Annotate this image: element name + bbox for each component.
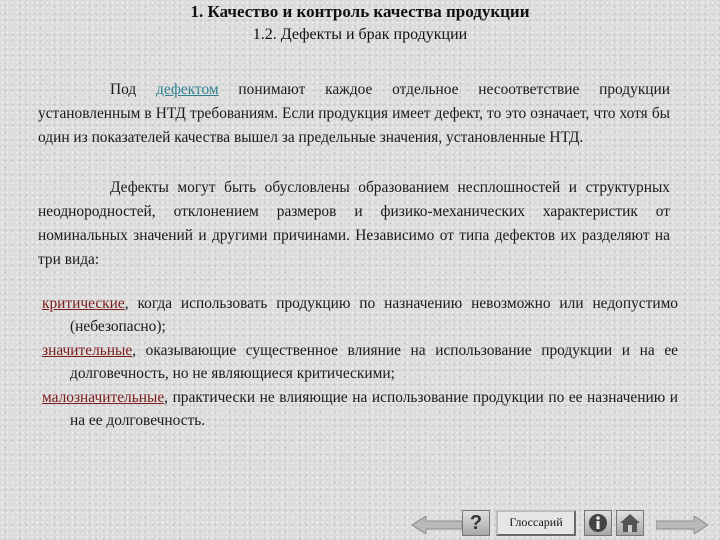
arrow-left-icon[interactable] <box>412 516 462 534</box>
list-item-text: , когда использовать продукцию по назначению невозможно или недопустимо (небезопасно); <box>70 295 678 335</box>
definition-text-start: Под <box>110 81 157 98</box>
term-minor-link[interactable]: малозначительные <box>42 389 165 406</box>
page-title: 1. Качество и контроль качества продукции <box>190 2 530 21</box>
info-icon <box>585 511 611 535</box>
list-item-significant <box>42 339 678 385</box>
home-button[interactable] <box>616 510 644 536</box>
defect-link[interactable]: дефектом <box>156 81 219 98</box>
definition-paragraph <box>38 78 670 150</box>
info-button[interactable] <box>584 510 612 536</box>
list-item-minor <box>42 386 678 432</box>
causes-text: Дефекты могут быть обусловлены образованием несплошностей и структурных неоднородностей, отклонением размеров и физико-механических характеристик от номинальных значений и другими причинами. Независимо от типа дефектов их разделяют на три вида: <box>38 179 670 268</box>
term-critical-link[interactable]: критические <box>42 295 125 312</box>
help-button[interactable] <box>462 510 490 536</box>
arrow-right-icon[interactable] <box>656 516 708 534</box>
list-item-text: , практически не влияющие на использование продукции по ее назначению и на ее долговечность. <box>70 389 678 429</box>
page-subtitle: 1.2. Дефекты и брак продукции <box>252 26 468 43</box>
defect-types-list <box>42 292 678 433</box>
causes-paragraph <box>38 176 670 272</box>
glossary-button[interactable]: Глоссарий <box>496 510 576 536</box>
definition-text-rest: понимают каждое отдельное несоответствие продукции установленным в НТД требованиям. Если продукция имеет дефект, то это означает, что хотя бы один из показателей качества вышел за предельные значения, установленные НТД. <box>38 81 671 146</box>
term-significant-link[interactable]: значительные <box>42 342 133 359</box>
home-icon <box>617 511 643 535</box>
list-item-text: , оказывающие существенное влияние на использование продукции и на ее долговечность, но не являющиеся критическими; <box>70 342 678 382</box>
question-icon: ? <box>469 512 483 534</box>
list-item-critical <box>42 292 678 338</box>
